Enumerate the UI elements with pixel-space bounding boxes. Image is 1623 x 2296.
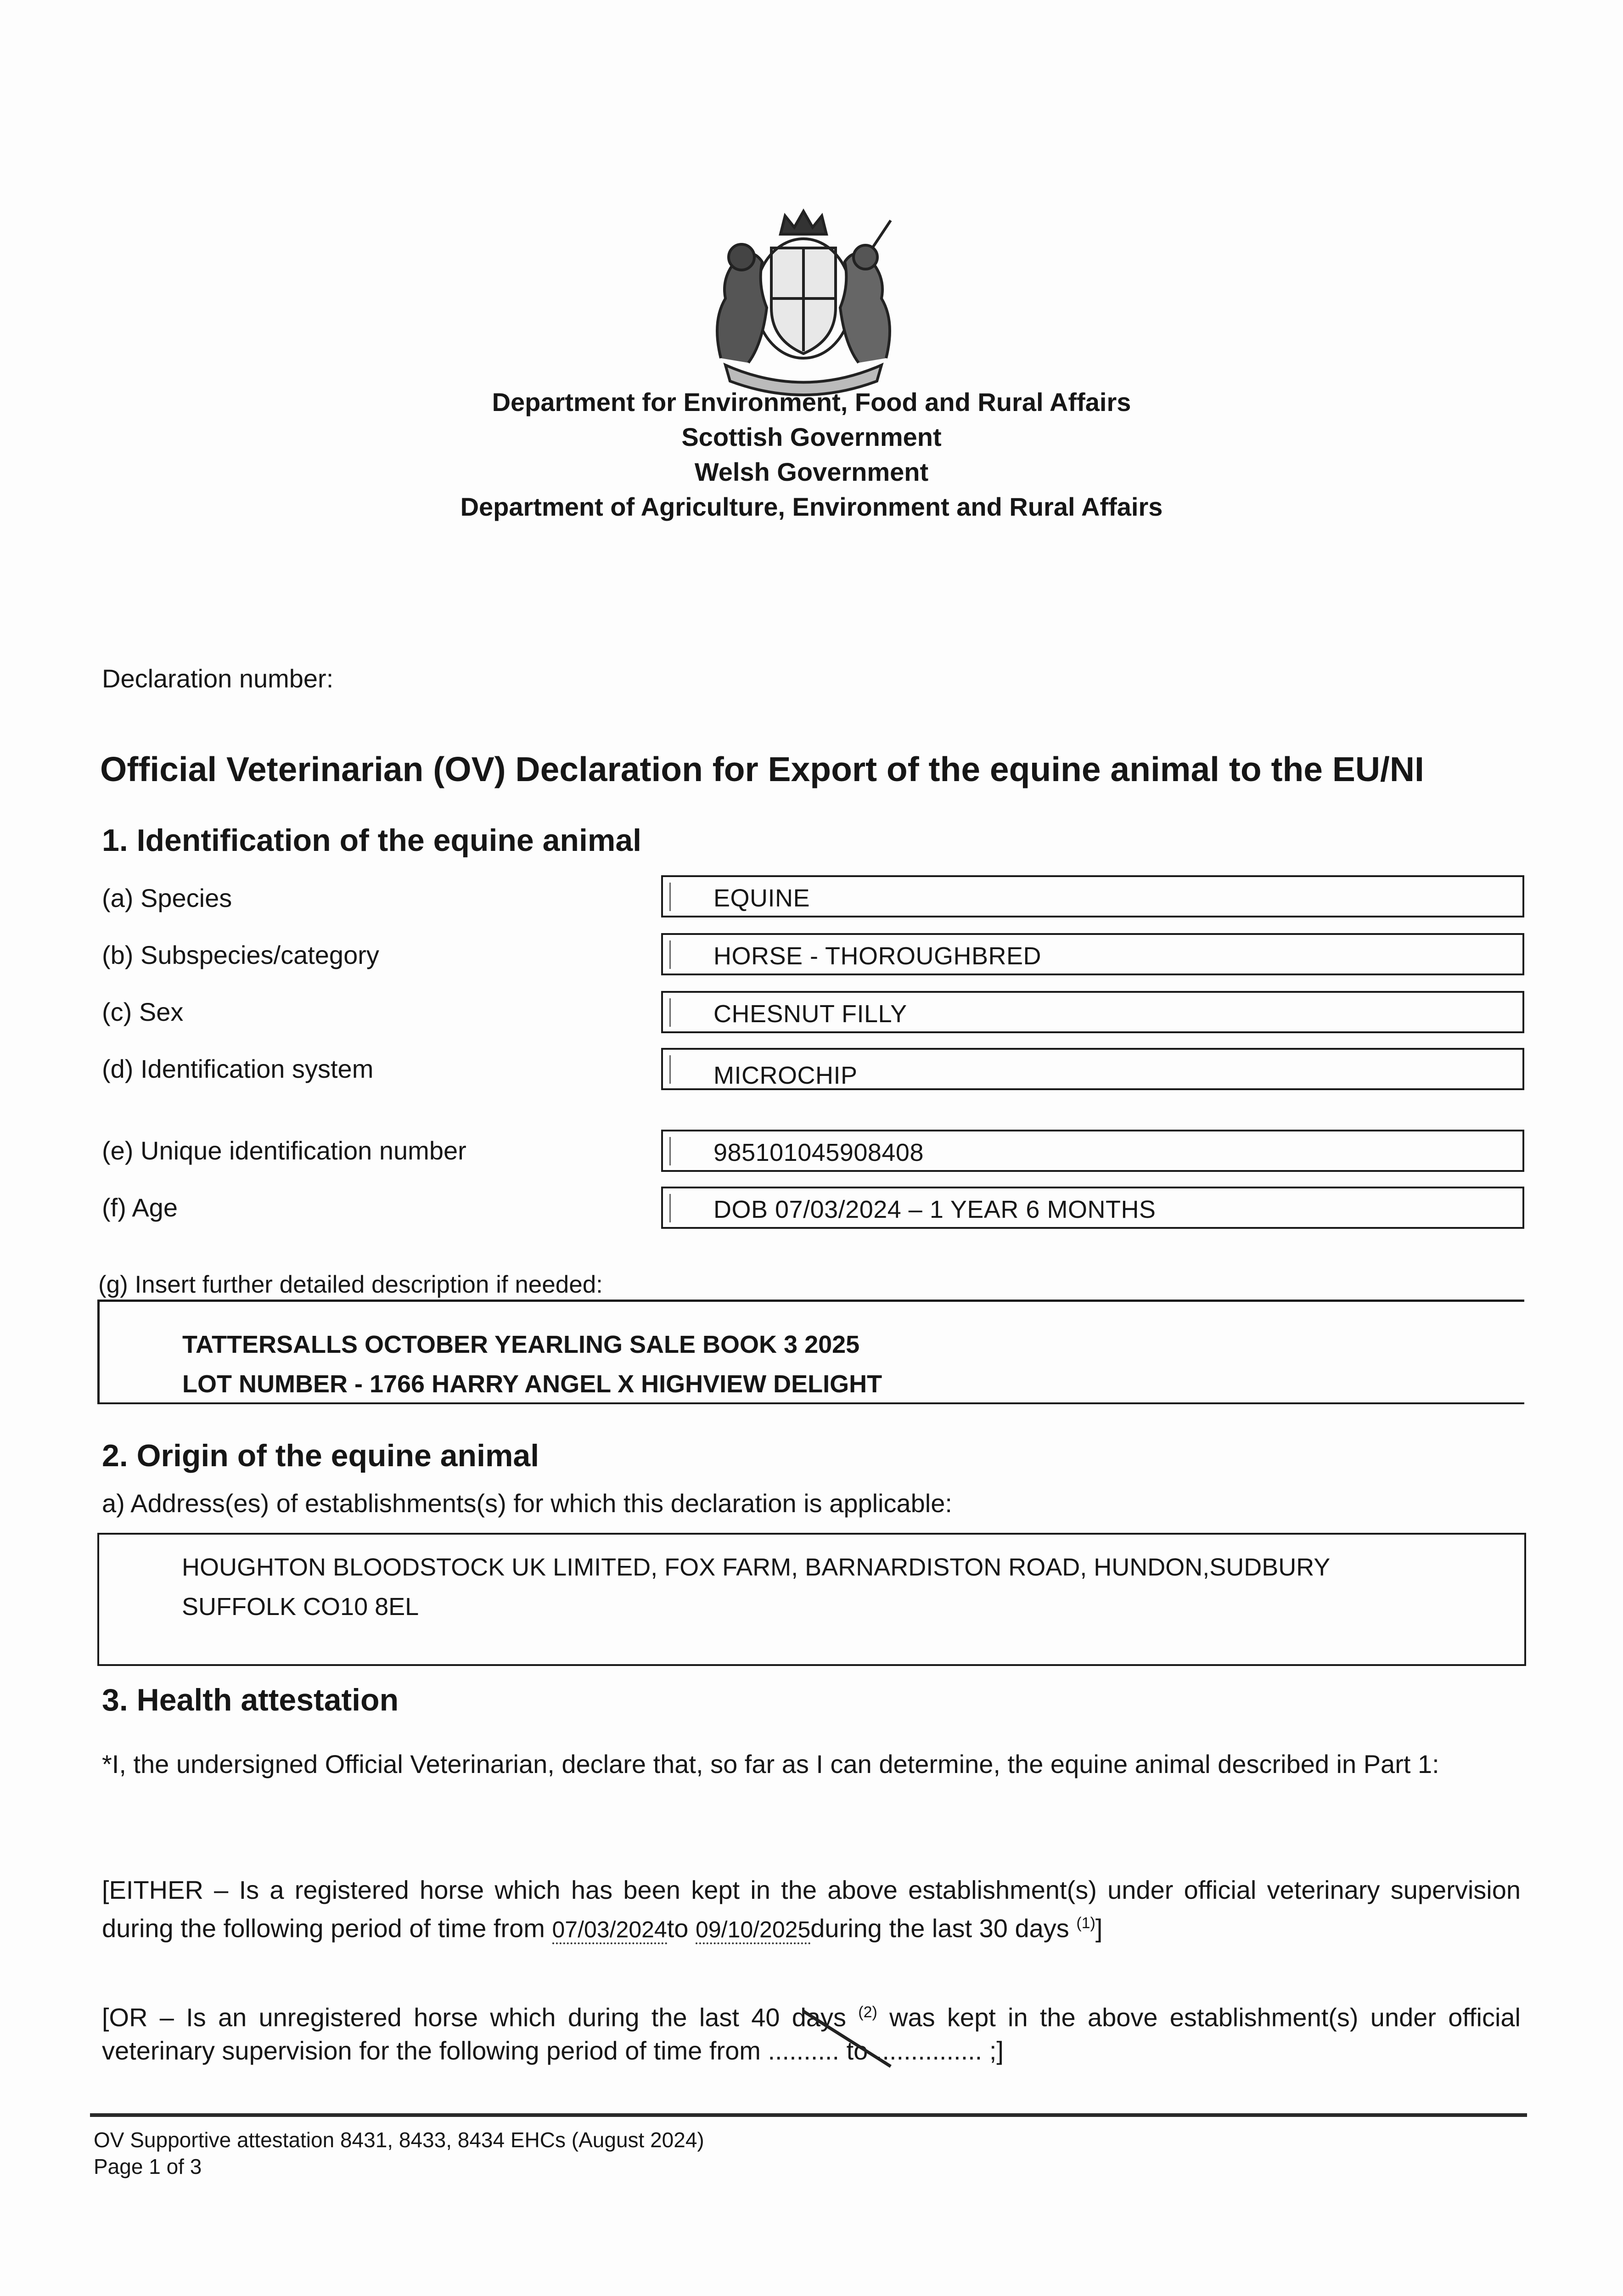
field-label: (a) Species — [102, 884, 232, 912]
description-line: LOT NUMBER - 1766 HARRY ANGEL X HIGHVIEW DELIGHT — [182, 1370, 882, 1398]
field-label: (f) Age — [102, 1193, 178, 1222]
field-value: 985101045908408 — [713, 1139, 924, 1166]
field-label: (c) Sex — [102, 997, 184, 1026]
health-attestation-intro: *I, the undersigned Official Veterinarian, declare that, so far as I can determine, the equine animal described in Part 1: — [102, 1750, 1439, 1778]
footnote-marker: (1) — [1076, 1914, 1095, 1932]
either-text: [EITHER – Is a registered horse which has been kept in the above establishment(s) under official veterinary supervision during the following period of time from — [102, 1875, 1521, 1943]
royal-coat-of-arms-icon — [693, 207, 914, 400]
species-field[interactable] — [661, 875, 1524, 917]
address-line: HOUGHTON BLOODSTOCK UK LIMITED, FOX FARM, BARNARDISTON ROAD, HUNDON,SUDBURY — [182, 1553, 1331, 1581]
age-field[interactable] — [661, 1187, 1524, 1229]
sex-field[interactable] — [661, 991, 1524, 1033]
address-box[interactable] — [97, 1533, 1526, 1666]
either-text-end: during the last 30 days — [810, 1913, 1069, 1943]
or-text-cont: was kept in the above establishment(s) under official veterinary supervision for the following period of time from — [102, 2003, 1521, 2065]
footer-divider — [90, 2113, 1527, 2117]
field-label: (e) Unique identification number — [102, 1136, 466, 1165]
strike-through-mark-icon — [799, 2002, 900, 2071]
department-name: Department for Environment, Food and Rural Affairs — [492, 388, 1131, 416]
page-number: Page 1 of 3 — [94, 2155, 202, 2178]
section-heading: 1. Identification of the equine animal — [102, 823, 642, 858]
field-label: (d) Identification system — [102, 1054, 374, 1083]
department-name: Welsh Government — [694, 457, 929, 486]
field-value: HORSE - THOROUGHBRED — [713, 942, 1042, 970]
unique-id-field[interactable] — [661, 1130, 1524, 1172]
page-title: Official Veterinarian (OV) Declaration for Export of the equine animal to the EU/NI — [100, 750, 1424, 788]
declaration-number-label: Declaration number: — [102, 664, 334, 693]
description-line: TATTERSALLS OCTOBER YEARLING SALE BOOK 3 2025 — [182, 1331, 860, 1358]
field-value: EQUINE — [713, 884, 810, 912]
department-name: Scottish Government — [681, 422, 942, 451]
field-value: CHESNUT FILLY — [713, 1000, 907, 1028]
subspecies-field[interactable] — [661, 933, 1524, 975]
department-name: Department of Agriculture, Environment and Rural Affairs — [460, 492, 1163, 521]
identification-system-field[interactable] — [661, 1048, 1524, 1090]
footer-reference: OV Supportive attestation 8431, 8433, 8434 EHCs (August 2024) — [94, 2128, 704, 2152]
description-label: (g) Insert further detailed description if needed: — [98, 1271, 603, 1298]
either-to-word: to — [667, 1913, 689, 1943]
section-heading: 3. Health attestation — [102, 1683, 399, 1717]
description-box[interactable] — [97, 1300, 1524, 1404]
or-from-blank[interactable]: .......... — [768, 2036, 840, 2065]
field-label: (b) Subspecies/category — [102, 940, 379, 969]
either-clause — [102, 1874, 1521, 1946]
or-to-word: to — [846, 2036, 868, 2065]
or-close: ;] — [989, 2036, 1004, 2065]
either-to-date[interactable]: 09/10/2025 — [696, 1917, 810, 1944]
field-value: DOB 07/03/2024 – 1 YEAR 6 MONTHS — [713, 1196, 1156, 1223]
section-heading: 2. Origin of the equine animal — [102, 1438, 539, 1473]
footnote-marker: (2) — [858, 2003, 877, 2021]
or-text: [OR – Is an unregistered horse which during the last 40 days — [102, 2003, 847, 2032]
either-close: ] — [1095, 1913, 1103, 1943]
address-line: SUFFOLK CO10 8EL — [182, 1593, 419, 1621]
address-label: a) Address(es) of establishments(s) for which this declaration is applicable: — [102, 1489, 952, 1518]
or-to-blank[interactable]: ............... — [875, 2036, 983, 2065]
field-value: MICROCHIP — [713, 1062, 858, 1089]
either-from-date[interactable]: 07/03/2024 — [552, 1917, 667, 1944]
